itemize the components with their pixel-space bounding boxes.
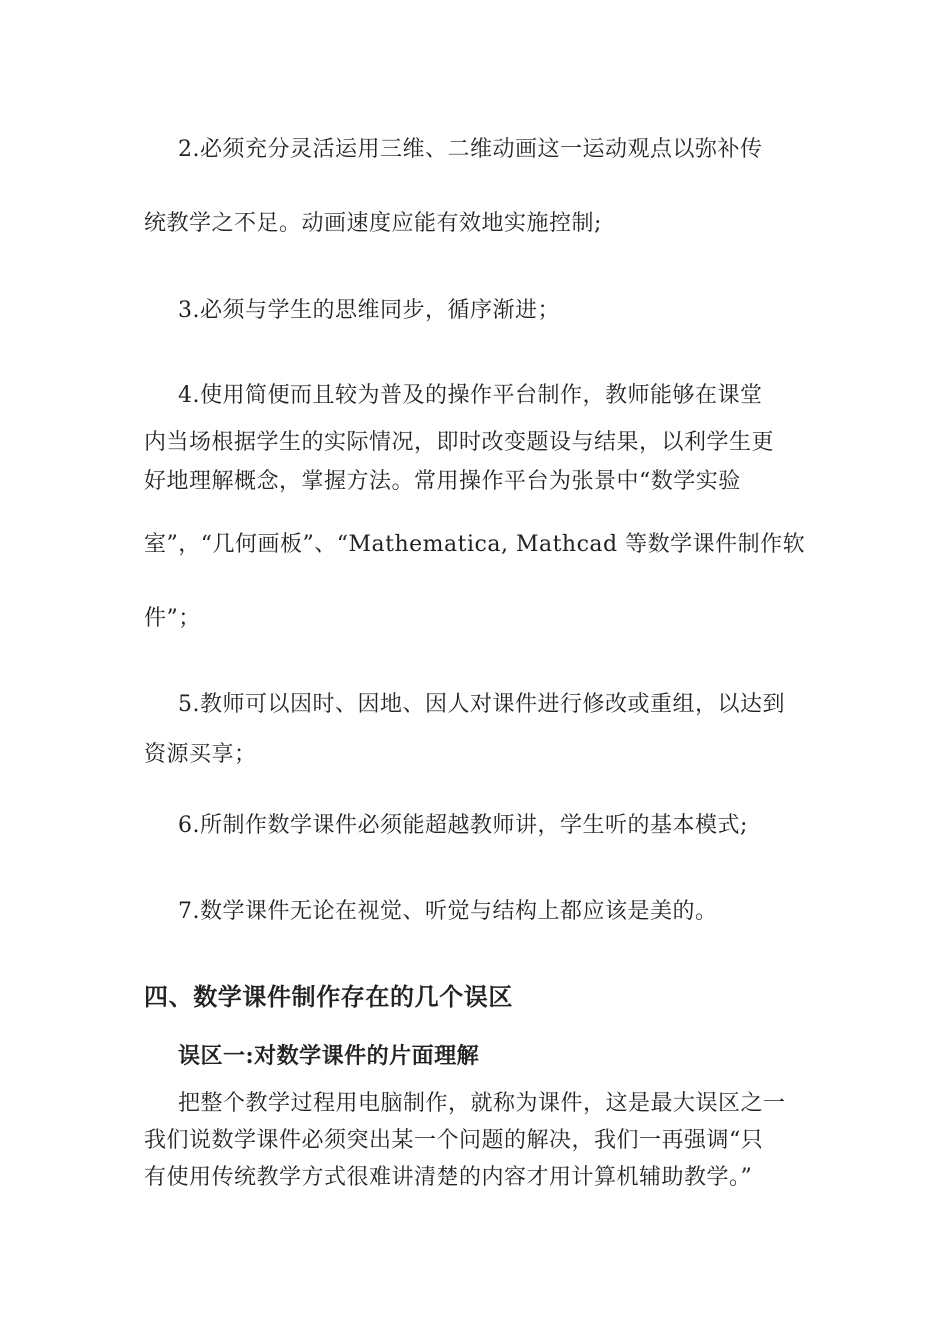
item-4-line-5: 件”；: [144, 606, 201, 631]
paragraph-line-1: 把整个教学过程用电脑制作，就称为课件，这是最大误区之一: [178, 1091, 786, 1116]
item-5-line-2: 资源买享；: [144, 742, 257, 767]
item-4-line-2: 内当场根据学生的实际情况，即时改变题设与结果，以利学生更: [144, 430, 775, 455]
paragraph-line-3: 有使用传统教学方式很难讲清楚的内容才用计算机辅助教学。”: [144, 1165, 753, 1190]
item-5-line-1: 5.教师可以因时、因地、因人对课件进行修改或重组，以达到: [178, 692, 785, 717]
section-heading: 四、数学课件制作存在的几个误区: [144, 982, 513, 1011]
item-4-line-4: 室”，“几何画板”、“Mathematica, Mathcad 等数学课件制作软: [144, 532, 806, 557]
item-2-line-1: 2.必须充分灵活运用三维、二维动画这一运动观点以弥补传: [178, 137, 763, 162]
item-6-line-1: 6.所制作数学课件必须能超越教师讲，学生听的基本模式;: [178, 813, 748, 838]
subsection-heading: 误区一:对数学课件的片面理解: [178, 1043, 480, 1069]
paragraph-line-2: 我们说数学课件必须突出某一个问题的解决，我们一再强调“只: [144, 1128, 764, 1153]
item-2-line-2: 统教学之不足。动画速度应能有效地实施控制;: [144, 211, 602, 236]
item-4-line-3: 好地理解概念，掌握方法。常用操作平台为张景中“数学实验: [144, 469, 741, 494]
item-4-line-1: 4.使用简便而且较为普及的操作平台制作，教师能够在课堂: [178, 383, 763, 408]
item-3-line-1: 3.必须与学生的思维同步，循序渐进；: [178, 298, 560, 323]
item-7-line-1: 7.数学课件无论在视觉、听觉与结构上都应该是美的。: [178, 899, 718, 924]
